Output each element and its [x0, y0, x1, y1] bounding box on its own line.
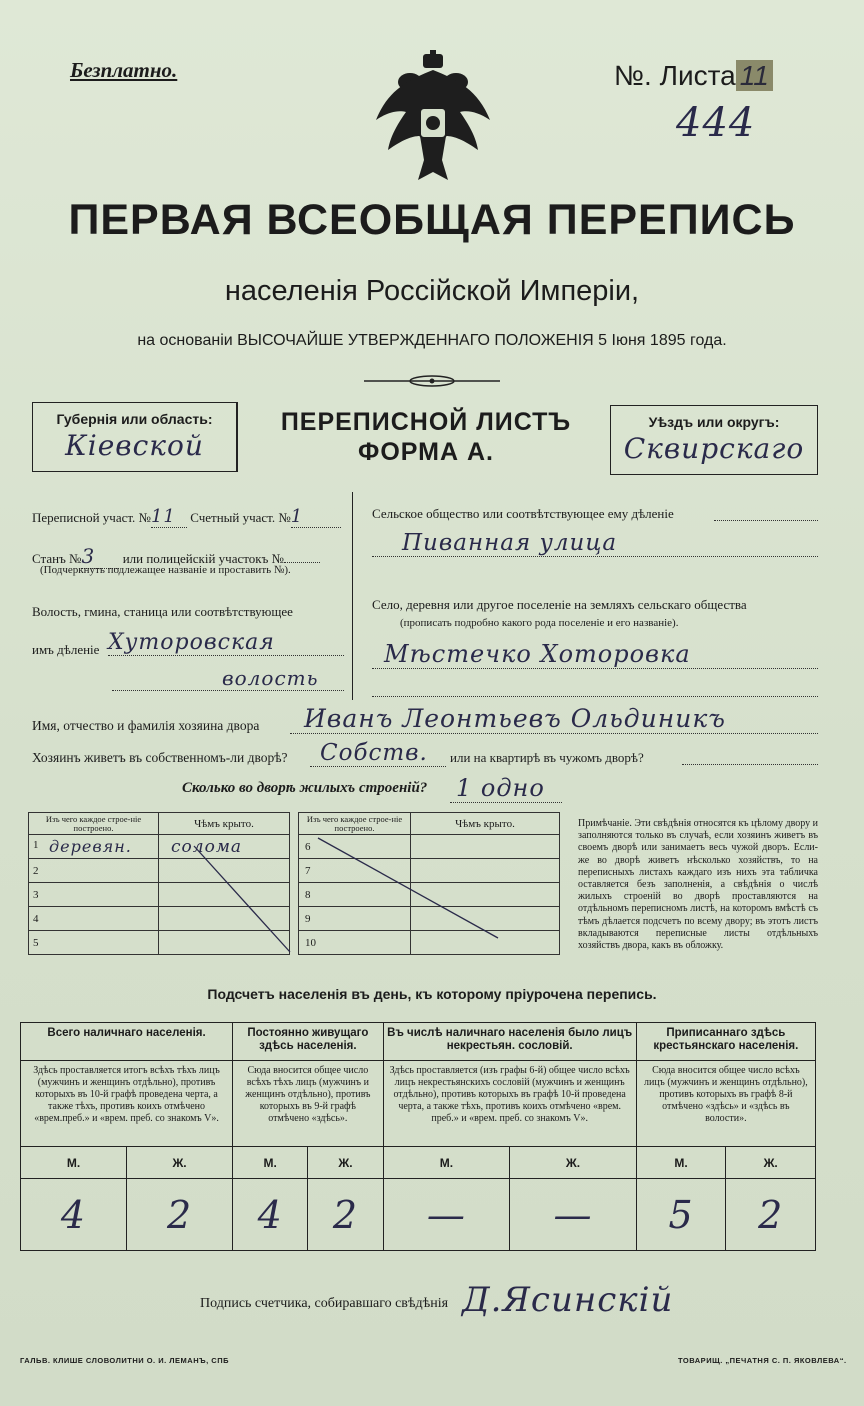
population-count-title: Подсчетъ населенія въ день, къ которому пріурочена перепись.	[207, 986, 657, 1002]
society-dotline	[714, 520, 818, 521]
row-number: 5	[29, 931, 159, 955]
female-label: Ж.	[510, 1147, 637, 1179]
permanent-male-value: 4	[233, 1179, 308, 1251]
owner-name-label: Имя, отчество и фамилія хозяина двора	[32, 718, 260, 733]
owner-name-value: Иванъ Леонтьевъ Ольдиникъ	[290, 704, 818, 734]
census-section-field	[32, 506, 341, 528]
row-number: 8	[299, 883, 411, 907]
nonpeasant-male-value: —	[383, 1179, 510, 1251]
row-number: 4	[29, 907, 159, 931]
row-number: 1	[33, 839, 39, 851]
strike-lines	[28, 834, 560, 954]
sheet-number-handwritten: 444	[676, 100, 756, 146]
form-name: ФОРМА А.	[358, 438, 494, 466]
police-note: (Подчеркнуть подлежащее названіе и проставить №).	[40, 564, 291, 576]
roof-value: солома	[159, 835, 290, 859]
col-material-header: Изъ чего каждое строе-ніе построено.	[29, 813, 159, 835]
printer-imprint-right: ТОВАРИЩ. „ПЕЧАТНЯ С. П. ЯКОВЛЕВА“.	[678, 1356, 847, 1365]
row-number: 6	[299, 835, 411, 859]
female-label: Ж.	[127, 1147, 233, 1179]
police-value-blank	[284, 562, 320, 563]
stan-value: 3	[81, 544, 119, 569]
society-value: Пиванная улица	[372, 530, 818, 557]
field-separator	[352, 492, 353, 700]
volost-label-1: Волость, гмина, станица или соотвѣтствующее	[32, 604, 293, 619]
row-number: 9	[299, 907, 411, 931]
counting-section-label: Счетный участ. №	[190, 510, 291, 525]
col-roof-header: Чѣмъ крыто.	[411, 813, 560, 835]
remark-note: Примѣчаніе. Эти свѣдѣнія относятся къ цѣлому двору и заполняются только въ случаѣ, если хозяинъ живетъ въ своемъ дворѣ или занимаетъ весь чужой дворъ. Если-же во дворѣ живетъ нѣсколько хозяйствъ, то на переписныхъ листахъ каждаго изъ нихъ эта табличка оставляется безъ заполненія, а свѣдѣнія о числѣ жилыхъ строеній во дворѣ проставляются на отдѣльномъ переписномъ листѣ, на которомъ вмѣстѣ съ тѣмъ дѣлается подсчетъ по всему двору; въ этотъ листъ вкладываются переписные листы отдѣльныхъ хозяйствъ двора, какъ въ обложку.	[578, 818, 818, 952]
peasant-male-value: 5	[636, 1179, 726, 1251]
peasant-female-value: 2	[726, 1179, 816, 1251]
male-label: М.	[383, 1147, 510, 1179]
signature: Д.Ясинскій	[462, 1280, 674, 1320]
row-number: 7	[299, 859, 411, 883]
village-value: Мѣстечко Хоторовка	[372, 640, 818, 669]
female-label: Ж.	[726, 1147, 816, 1179]
stan-label: Станъ №	[32, 551, 82, 566]
male-label: М.	[21, 1147, 127, 1179]
col-permanent-desc: Сюда вносится общее число всѣхъ тѣхъ лицъ (мужчинъ и женщинъ отдѣльно), противъ которыхъ въ 9-й графѣ отмѣчено «здѣсь».	[233, 1061, 384, 1147]
female-label: Ж.	[308, 1147, 383, 1179]
census-section-value: 11	[151, 506, 187, 528]
total-male-value: 4	[21, 1179, 127, 1251]
col-material-header: Изъ чего каждое строе-ніе построено.	[299, 813, 411, 835]
sheet-number-value: 11	[736, 60, 773, 91]
sheet-number	[614, 60, 773, 92]
male-label: М.	[636, 1147, 726, 1179]
province-box	[32, 402, 238, 472]
col-peasant-header: Приписаннаго здѣсь крестьянскаго населенія.	[636, 1023, 815, 1061]
col-peasant-desc: Сюда вносится общее число всѣхъ лицъ (мужчинъ и женщинъ отдѣльно), противъ которыхъ въ графѣ 8-й отмѣчено «здѣсь» и «здѣсь въ волости».	[636, 1061, 815, 1147]
residence-value: Собств.	[310, 740, 446, 767]
sheet-number-label: №. Листа	[614, 60, 736, 91]
counting-section-value: 1	[291, 506, 341, 528]
signature-label: Подпись счетчика, собиравшаго свѣдѣнія	[200, 1296, 449, 1311]
residence-label: Хозяинъ живетъ въ собственномъ-ли дворѣ?	[32, 750, 288, 765]
free-label: Безплатно.	[70, 58, 178, 82]
volost-label-2: имъ дѣленіе	[32, 642, 100, 657]
col-total-header: Всего наличнаго населенія.	[21, 1023, 233, 1061]
buildings-question: Сколько во дворѣ жилыхъ строеній?	[182, 780, 428, 796]
col-permanent-header: Постоянно живущаго здѣсь населенія.	[233, 1023, 384, 1061]
row-number: 2	[29, 859, 159, 883]
material-value: деревян.	[49, 837, 132, 856]
ornament-divider	[364, 374, 500, 388]
col-roof-header: Чѣмъ крыто.	[159, 813, 290, 835]
permanent-female-value: 2	[308, 1179, 383, 1251]
village-dotline	[372, 696, 818, 697]
census-section-label: Переписной участ. №	[32, 510, 151, 525]
nonpeasant-female-value: —	[510, 1179, 637, 1251]
basis-line: на основаніи ВЫСОЧАЙШЕ УТВЕРЖДЕННАГО ПОЛОЖЕНІЯ 5 Іюня 1895 года.	[137, 332, 727, 349]
subtitle: населенія Россійской Имперіи,	[224, 275, 640, 307]
volost-value-2: волость	[112, 666, 344, 691]
district-label: Уѣздъ или округъ:	[648, 414, 780, 430]
male-label: М.	[233, 1147, 308, 1179]
row-number: 3	[29, 883, 159, 907]
village-label: Село, деревня или другое поселеніе на земляхъ сельскаго общества	[372, 597, 747, 612]
double-headed-eagle-icon	[368, 50, 498, 190]
total-female-value: 2	[127, 1179, 233, 1251]
district-value: Сквирскаго	[623, 432, 805, 465]
col-total-desc: Здѣсь проставляется итогъ всѣхъ тѣхъ лицъ (мужчинъ и женщинъ отдѣльно), противъ которыхъ въ 10-й графѣ проведена черта, а также тѣхъ, противъ коихъ отмѣчено «врем.преб.» и «врем. преб. со знакомъ V».	[21, 1061, 233, 1147]
main-title: ПЕРВАЯ ВСЕОБЩАЯ ПЕРЕПИСЬ	[68, 196, 796, 244]
row-number: 10	[299, 931, 411, 955]
census-sheet-title: ПЕРЕПИСНОЙ ЛИСТЪ	[280, 408, 572, 436]
police-label: или полицейскій участокъ №	[122, 551, 284, 566]
col-nonpeasant-desc: Здѣсь проставляется (изъ графы 6-й) общее число всѣхъ лицъ некрестьянскихъ сословій (мужчинъ и женщинъ отдѣльно), противъ которыхъ въ графѣ 10-й проведена черта, а также тѣхъ, противъ коихъ отмѣчено «врем. преб.» и «врем. преб. со знакомъ V».	[383, 1061, 636, 1147]
buildings-question-value: 1 одно	[450, 774, 562, 803]
col-nonpeasant-header: Въ числѣ наличнаго населенія было лицъ некрестьян. сословій.	[383, 1023, 636, 1061]
village-note: (прописать подробно какого рода поселеніе и его названіе).	[400, 617, 679, 629]
province-label: Губернія или область:	[56, 411, 213, 427]
province-value: Кіевской	[65, 429, 204, 462]
society-label: Сельское общество или соотвѣтствующее ему дѣленіе	[372, 506, 674, 521]
printer-imprint-left: ГАЛЬВ. КЛИШЕ СЛОВОЛИТНИ О. И. ЛЕМАНЪ, СПБ	[20, 1356, 229, 1365]
volost-value-1: Хуторовская	[108, 630, 344, 656]
district-box	[610, 405, 818, 475]
residence-alt-dotline	[682, 764, 818, 765]
residence-alt-label: или на квартирѣ въ чужомъ дворѣ?	[450, 750, 644, 765]
population-table	[20, 1022, 816, 1251]
